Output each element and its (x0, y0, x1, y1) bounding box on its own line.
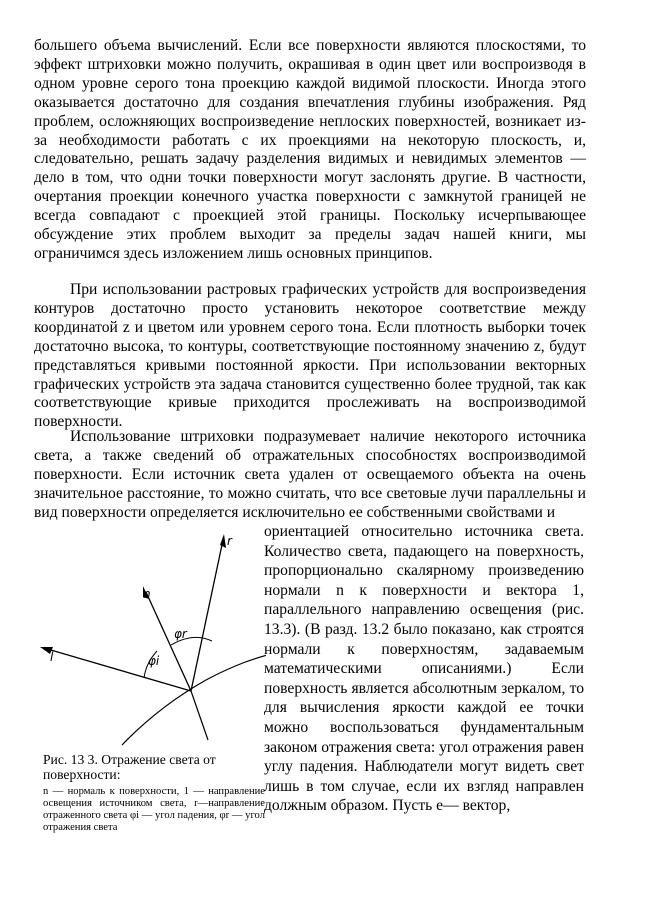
reflection-figure (36, 520, 266, 752)
label-r: r (227, 534, 232, 548)
label-n: n (143, 587, 151, 601)
reflection-diagram (36, 520, 266, 752)
normal-vector (146, 592, 191, 691)
reflected-vector (191, 540, 223, 691)
label-l: l (50, 650, 54, 664)
normal-extension (191, 691, 208, 740)
figure-legend: n — нормаль к поверхности, 1 — направление освещения источником света, r—направление отраженного света φi — угол падения, φr — угол отражения света (43, 786, 265, 833)
paragraph-3: Использование штриховки подразумевает наличие некоторого источника света, а также сведений об отражательных способностях воспроизводимой поверхности. Если источник света удален от освещаемого объекта на очень значительное расстояние, то можно считать, что все световые лучи параллельны и вид поверхности определяется исключительно ее собственными свойствами и (34, 428, 586, 521)
label-phi-i: φi (148, 654, 160, 668)
paragraph-3-continued: ориентацией относительно источника света. Количество света, падающего на поверхность, пропорционально скалярному произведению нормали n к поверхности и вектора 1, параллельного направлению освещения (рис. 13.3). (В разд. 13.2 было показано, как строятся нормали к поверхностям, задаваемым математическими описаниями.) Если поверхность является абсолютным зеркалом, то для вычисления яркости каждой ее точки можно воспользоваться фундаментальным законом отражения света: угол отражения равен углу падения. Наблюдатели могут видеть свет лишь в том случае, если их взгляд направлен должным образом. Пусть e— вектор, (264, 523, 585, 815)
paragraph-2: При использовании растровых графических устройств для воспроизведения контуров достаточно просто установить некоторое соответствие между координатой z и цветом или уровнем серого тона. Если плотность выборки точек достаточно высока, то контуры, соответствующие постоянному значению z, будут представляться кривыми постоянной яркости. При использовании векторных графических устройств эта задача становится существенно более трудной, так как соответствующие кривые приходится прослеживать на воспроизводимой поверхности. (34, 281, 586, 431)
reflected-arrowhead (220, 534, 226, 548)
figure-caption: Рис. 13 3. Отражение света от поверхности: (43, 752, 216, 782)
paragraph-1: большего объема вычислений. Если все поверхности являются плоскостями, то эффект штриховки можно получить, окрашивая в один цвет или воспроизводя в одном уровне серого тона проекцию каждой видимой плоскости. Иногда этого оказывается достаточно для создания впечатления глубины изображения. Ряд проблем, осложняющих воспроизведение неплоских поверхностей, возникает из-за необходимости работать с их проекциями на некоторую плоскость, и, следовательно, решать задачу разделения видимых и невидимых элементов — дело в том, что одни точки поверхности могут заслонять другие. В частности, очертания проекции конечного участка поверхности с замкнутой границей не всегда совпадают с проекцией этой границы. Поскольку исчерпывающее обсуждение этих проблем выходит за пределы задач нашей книги, мы ограничимся здесь изложением лишь основных принципов. (34, 37, 586, 262)
light-vector (44, 648, 191, 691)
label-phi-r: φr (174, 627, 187, 641)
